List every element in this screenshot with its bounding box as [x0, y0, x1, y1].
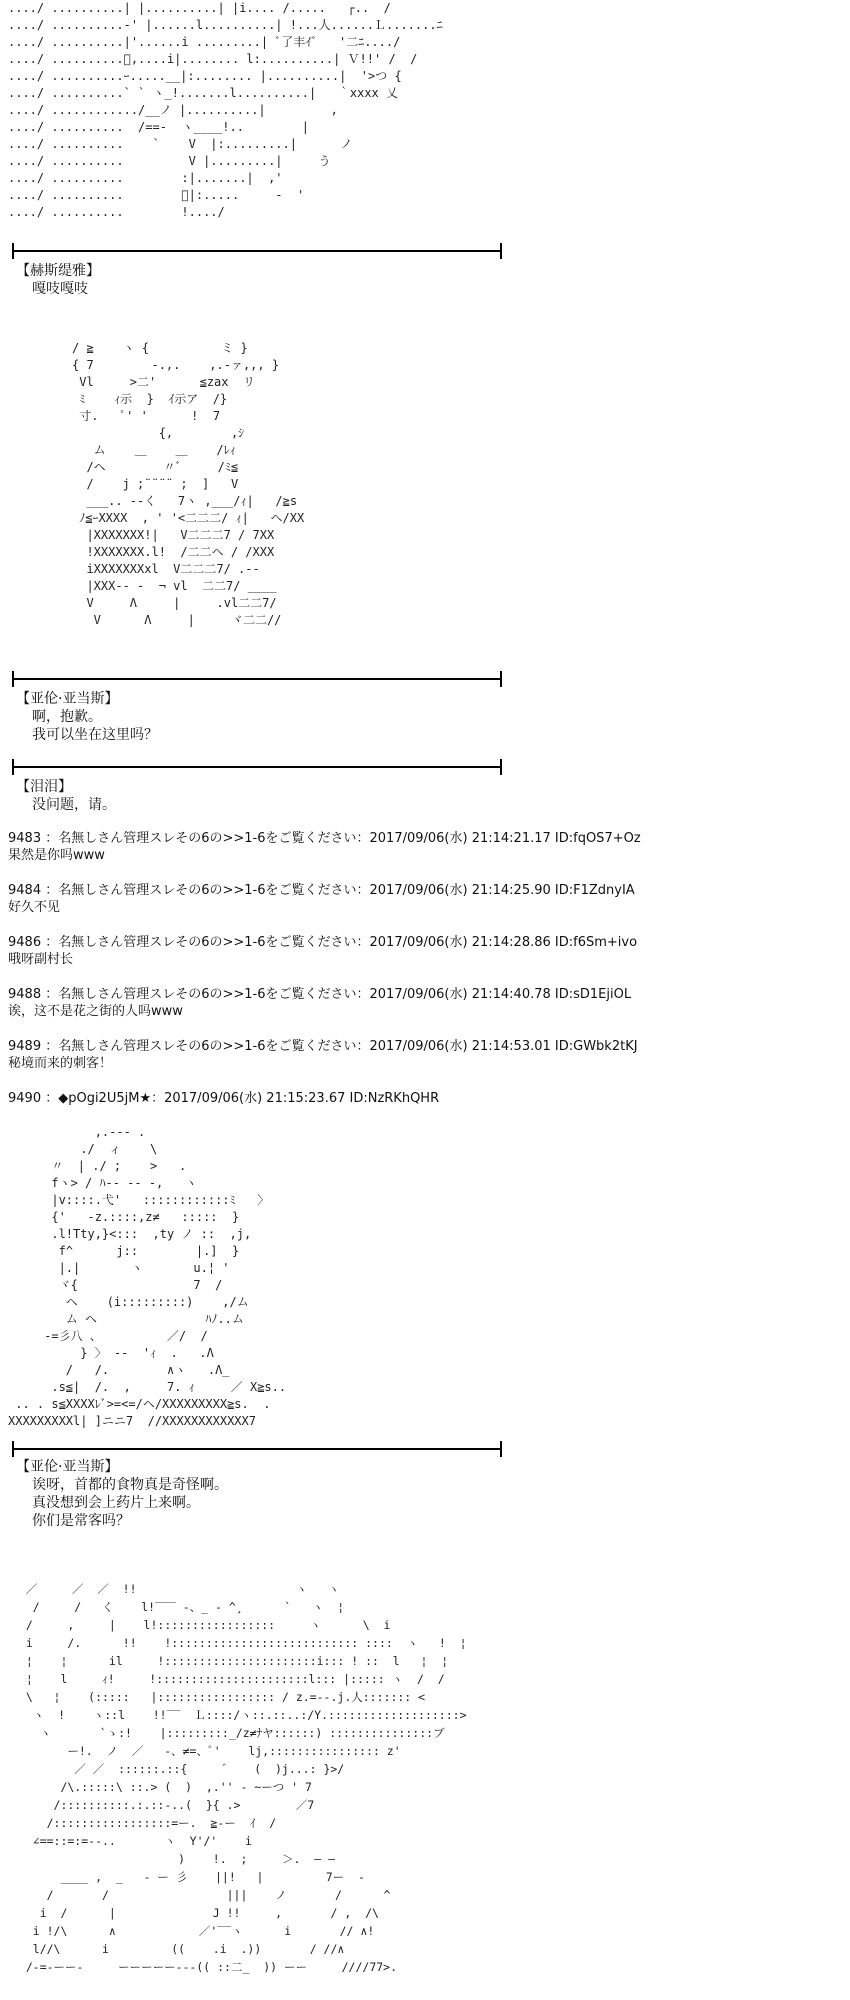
divider-line — [12, 250, 502, 252]
forum-post — [8, 830, 641, 864]
divider-line — [12, 678, 502, 680]
dialogue-line: 啊，抱歉。 — [32, 709, 102, 725]
post-body: 秘境而来的刺客！ — [8, 1056, 113, 1071]
dialogue-line: 没问题，请。 — [32, 797, 116, 813]
forum-post — [8, 1038, 638, 1072]
speaker-name: 【亚伦·亚当斯】 — [16, 691, 119, 707]
dialogue-line: 你们是常客吗？ — [32, 1513, 130, 1529]
post-header: 9490 ：◆pOgi2U5jM★：2017/09/06(水) 21:15:23.67 ID:NzRKhQHR — [8, 1091, 440, 1106]
dialogue-line: 诶呀，首都的食物真是奇怪啊。 — [32, 1477, 228, 1493]
divider-line — [12, 766, 502, 768]
post-header: 9483 ：名無しさん管理スレその6の>>1-6をご覧ください：2017/09/06(水) 21:14:21.17 ID:fqOS7+Oz — [8, 831, 641, 846]
dialogue-line: 我可以坐在这里吗？ — [32, 727, 158, 743]
ascii-art-aaron-eating: ,.-‐‐ . ./ ィ \ 〃 | ./ ; > . fヽ> / ﾊ-- -- -, ヽ |v::::.弋' ::::::::::::ﾐ 〉 {' -z.::::,z≠ ::::: } .l!Tty,}<::: ,ty ノ :: ,j, f^ j:: |.] } |.| ヽ u.¦ ' ヾ{ 7 / ヘ (i:::::::::) ,/ム ム ヘ ﾊﾉ..ム -=彡八 、 ／/ / } 〉 ‐‐ 'ｨ . .Λ / /. ∧ヽ .Λ_ .s≦| /. , 7. ｨ ／ X≧s.. .. . s≦XXXXﾚﾞ>=<=/ヘ/XXXXXXXXX≧s. . XXXXXXXXXl| ]ニニ7 //XXXXXXXXXXXX7 — [8, 1125, 287, 1428]
post-body: 果然是你吗www — [8, 848, 105, 863]
post-body: 好久不见 — [8, 900, 61, 915]
forum-post — [8, 986, 631, 1020]
dialogue-line: 嘎吱嘎吱 — [32, 281, 88, 297]
post-header: 9489 ：名無しさん管理スレその6の>>1-6をご覧ください：2017/09/06(水) 21:14:53.01 ID:GWbk2tKJ — [8, 1039, 638, 1054]
post-body: 诶，这不是花之街的人吗www — [8, 1004, 183, 1019]
ascii-art-aaron: / ≧ ヽ { ミ } { 7 -.,. ,.-ァ,,, } Vl >二' ≦zax リ ﾐ ｨ示 } ｲ示ア /} 寸. ﾟ' ' ! 7 {, ,ｼ ム ＿ ＿ /ﾚｨ /ヘ 〃ﾞ /ﾐ≦ / j ;¨¨¨¨ ; ] V ___.. --く 7ヽ ,___/ｨ| /≧s ﾉ≦ｰXXXX , ' '<二二二/ ｨ| ヘ/XX |XXXXXXX!| V二二二7 / 7XX !XXXXXXX.l! /二二ヘ / /XXX iXXXXXXXxl V二二二7/ .-‐ |XXX-- - ¬ vl 二二7/ ____ V Λ | .vl二二7/ V Λ | ヾ二二// — [72, 341, 305, 627]
dialogue-line: 真没想到会上药片上来啊。 — [32, 1495, 200, 1511]
forum-post — [8, 934, 637, 968]
post-header: 9488 ：名無しさん管理スレその6の>>1-6をご覧ください：2017/09/06(水) 21:14:40.78 ID:sD1EjiOL — [8, 987, 632, 1002]
forum-post — [8, 1090, 439, 1107]
divider-line — [12, 1448, 502, 1450]
speaker-name: 【亚伦·亚当斯】 — [16, 1459, 119, 1475]
post-header: 9484 ：名無しさん管理スレその6の>>1-6をご覧ください：2017/09/06(水) 21:14:25.90 ID:F1ZdnyIA — [8, 883, 635, 898]
ascii-art-character: ／ ／ ／ !! ヽ ヽ / / く l!‾‾‾ ‐、_ ‐ ^¸ ` ヽ ¦ / , | l!::::::::::::::::: ヽ \ i i /. !! !::::::::::::::::::::::::::: :::: ヽ ! ¦ ¦ ¦ il !::::::::::::::::::::::i::: ! :: l ¦ ¦ ¦ l ｨ! !::::::::::::::::::::::l::: |::::: ヽ / / \ ¦ (::::: |::::::::::::::::: / z.=--.j.人::::::: < ヽ ! ヽ::l !!‾‾ Ｌ::::/ヽ::.::..:/Y.:::::::::::::::::::> ヽ `ゝ:! |:::::::::_/z≠ﾅヤ::::::) :::::::::::::::ブ ー!. ノ ／ -、≠=、ﾟ' lj,:::::::::::::::: z' ／ ／ ::::::.::{ ゛ ( )j...: }>/ /\.:::::\ ::.> ( ) ,.'' - ~ーつ ' 7 /::::::::::.:.::-..( }{ .> ／7 /:::::::::::::::::=ー. ≧-ー ｲ / ∠==::=:=‐-.. ヽ Y'/' i ) !. ; ＞. ― ― ____ , _ ‐ ー 彡 ||! | 7ー - / / ||| ノ / ^ i / | J !! , / , /\ i !/\ ∧ ／'‾‾ヽ i // ∧! l//\ i (( .i .)) / //∧ /-=-ーー‐ ーーーーー---(( ::二_ )) ーー ////77>. — [25, 1582, 467, 1974]
forum-post — [8, 882, 635, 916]
post-header: 9486 ：名無しさん管理スレその6の>>1-6をご覧ください：2017/09/06(水) 21:14:28.86 ID:f6Sm+ivo — [8, 935, 638, 950]
speaker-name: 【赫斯缇雅】 — [16, 263, 100, 279]
speaker-name: 【泪泪】 — [16, 779, 72, 795]
ascii-art-hestia: ..../ ..........| |..........| |i.... /..... ┌.. / ..../ ..........-' |......l..........| !...人......Ｌ.......ﾆ ..../ ..........|'......i .........| ﾞ了丰ｲﾞ '二ﾆ..../ ..../ ..........ﾞ,....i|........ l:..........| Ｖ!!' / / ..../ ..........ｰ.....__|:........ |..........| '>つ { ..../ ..........` ` ヽ_!.......l..........| ｀xxxx 乂 ..../ ............/__ノ |..........| , ..../ .......... /==- ヽ____!.. | ..../ .......... ` V |:.........| ノ ..../ .......... V |.........| う ..../ .......... :|.......| ,' ..../ .......... ﾞ|:..... - ' ..../ .......... !..../ — [8, 1, 443, 219]
post-body: 哦呀副村长 — [8, 952, 74, 967]
